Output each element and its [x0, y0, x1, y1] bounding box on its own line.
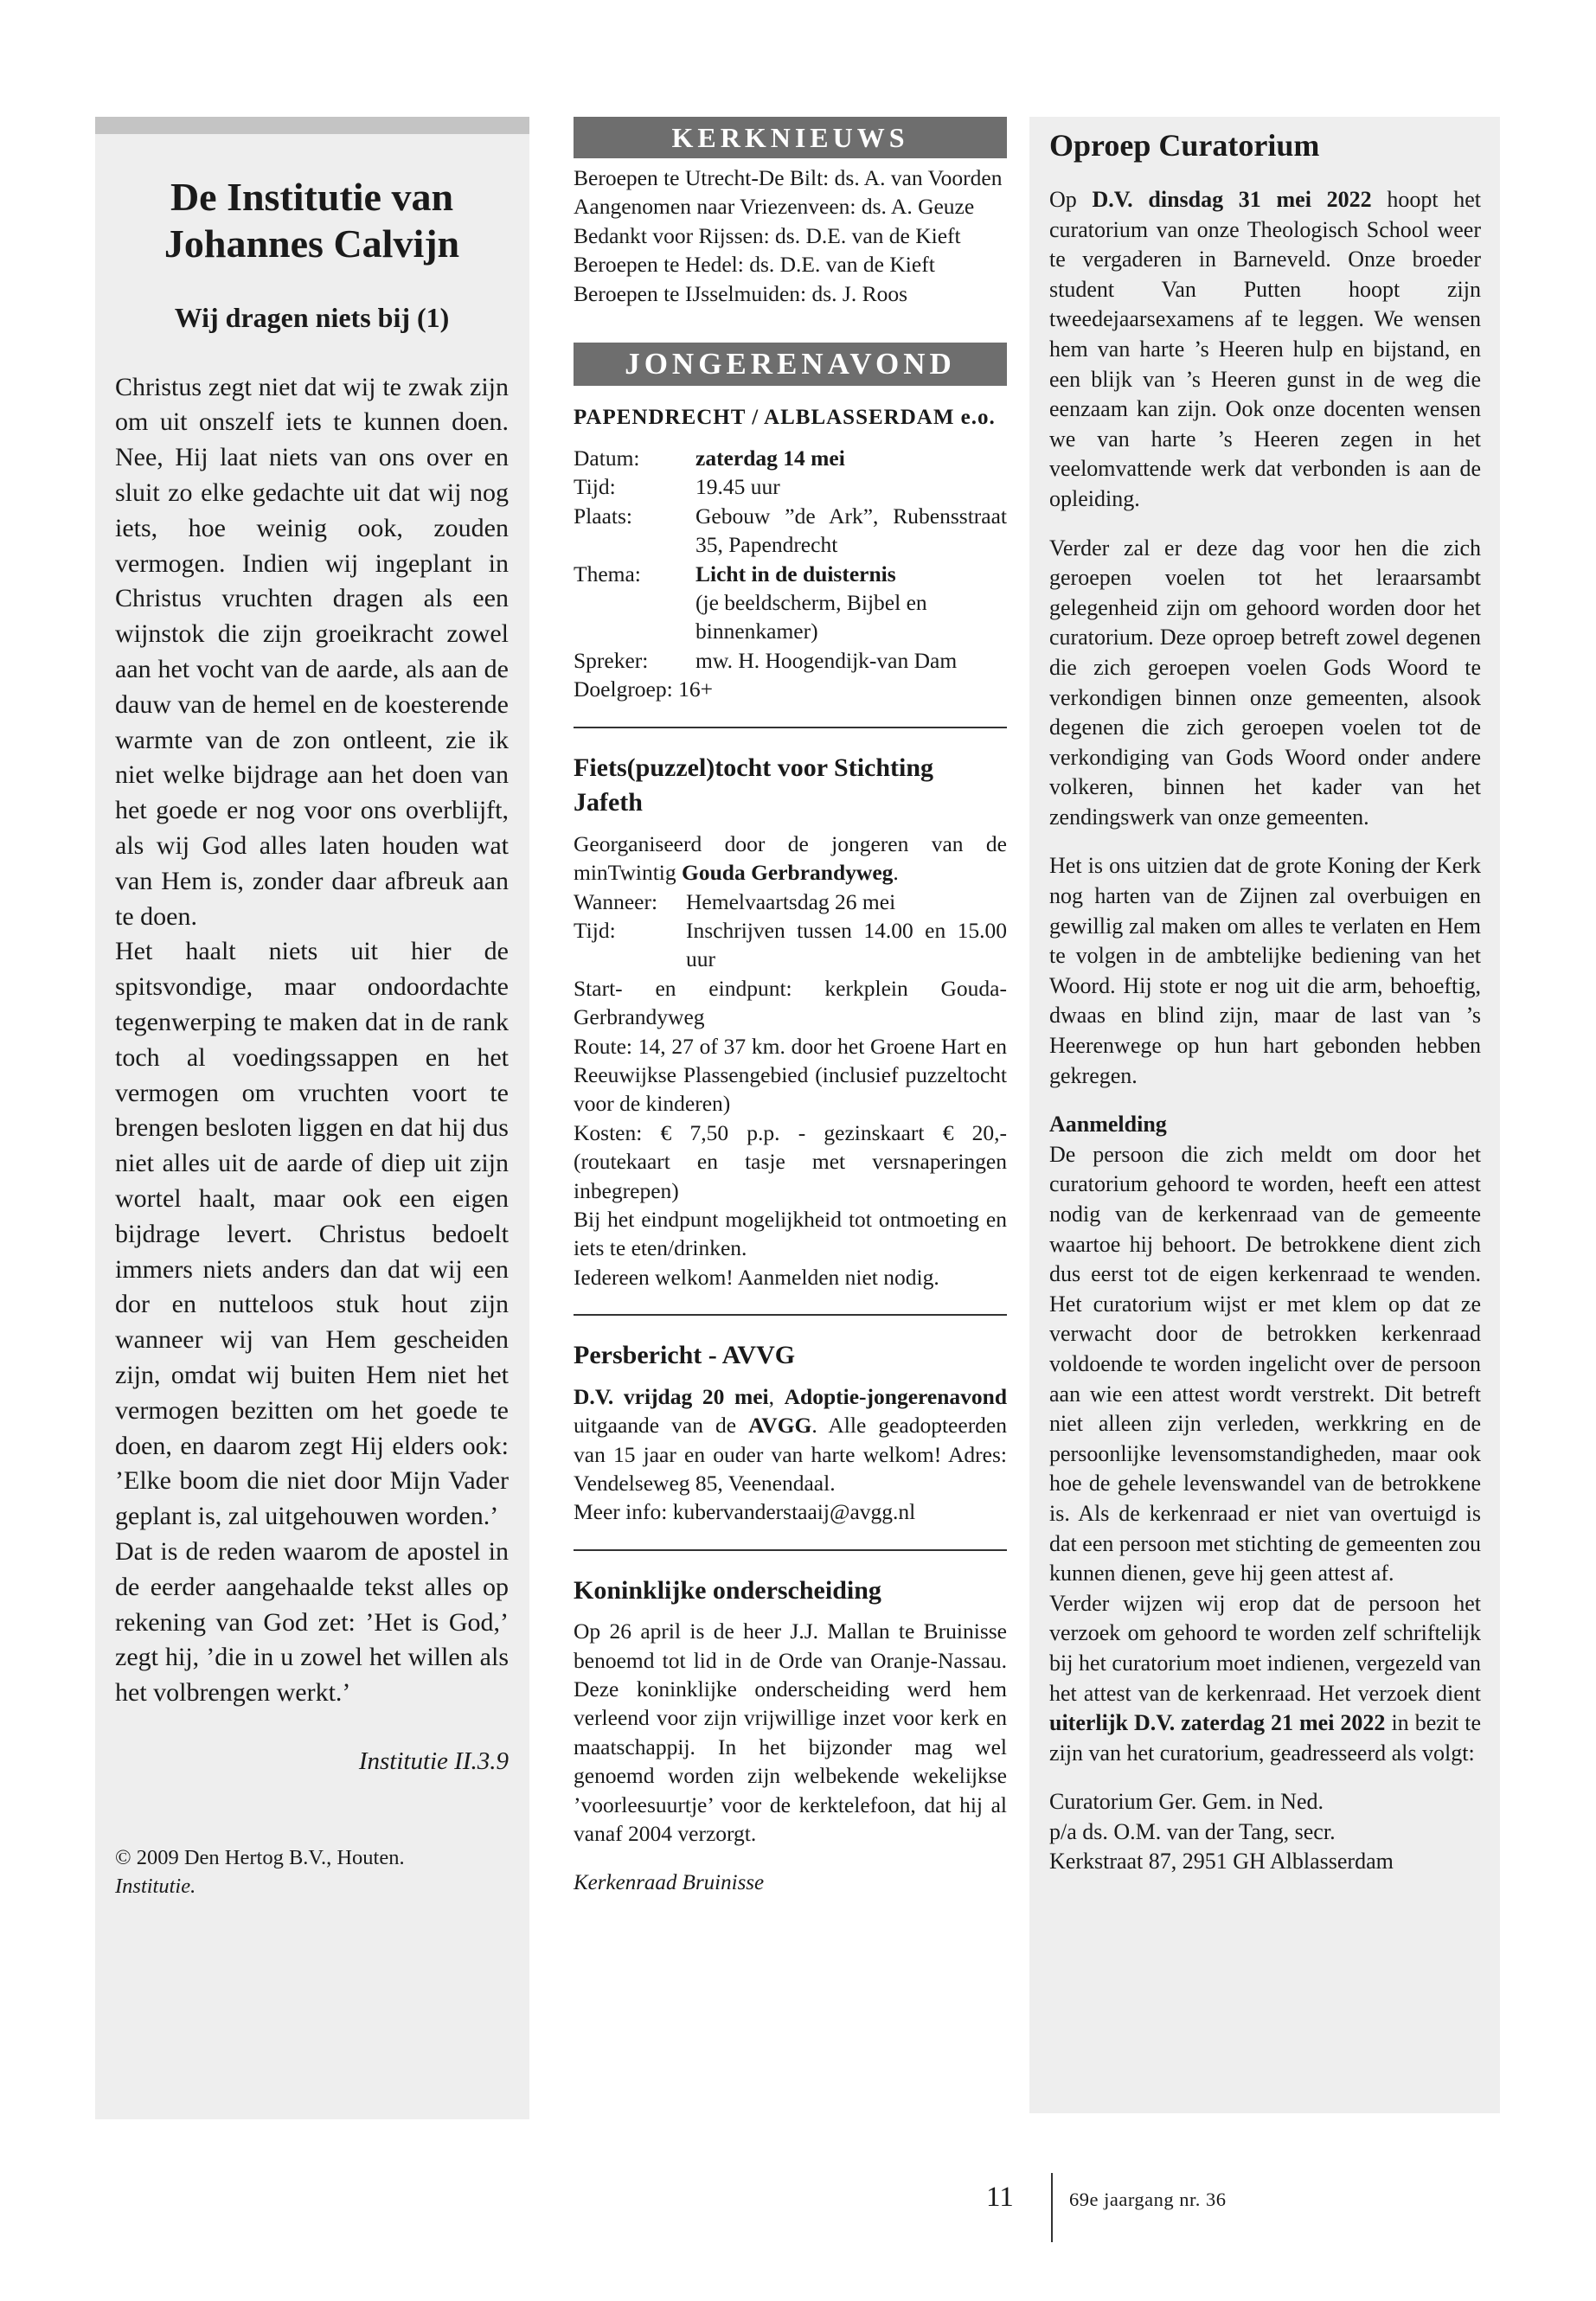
detail-row [574, 888, 1007, 916]
address-line: Kerkstraat 87, 2951 GH Alblasserdam [1049, 1849, 1394, 1875]
koninklijk-text: Op 26 april is de heer J.J. Mallan te Bruinisse benoemd tot lid in de Orde van Oranje-Nassau. Deze koninklijke onderscheiding werd hem verleend voor zijn vrijwillige inzet voor kerk en maatschappij. In het bijzonder mag wel genoemd worden zijn welbekende wekelijkse ’voorleesuurtje’ voor de kerktelefoon, dat hij al vanaf 2004 verzorgt. [574, 1618, 1007, 1847]
fiets-eindpunt: Bij het eindpunt mogelijkheid tot ontmoeting en iets te eten/drinken. [574, 1206, 1007, 1261]
detail-label: Datum: [574, 445, 640, 471]
fiets-title: Fiets(puzzel)tocht voor Stichting Jafeth [574, 753, 934, 817]
body-paragraph: Dat is de reden waarom de apostel in de eerder aangehaalde tekst alles op rekening van God zet: ’Het is God,’ zegt hij, ’die in u zowel het willen als het volbrengen werkt.’ [115, 1536, 509, 1708]
detail-label: Spreker: [574, 647, 649, 673]
detail-label: Wanneer: [574, 888, 658, 914]
detail-value: zaterdag 14 mei [695, 445, 845, 471]
jongerenavond-banner: JONGERENAVOND [574, 343, 1007, 386]
news-column [574, 117, 1007, 1898]
copyright-line: © 2009 Den Hertog B.V., Houten. [115, 1845, 405, 1869]
section-divider [574, 727, 1007, 728]
curatorium-article [1029, 117, 1500, 2113]
issue-info: 69e jaargang nr. 36 [1069, 2189, 1227, 2210]
article-institutie [95, 117, 529, 2119]
news-item: Aangenomen naar Vriezenveen: ds. A. Geuze [574, 194, 975, 220]
detail-value: Hemelvaartsdag 26 mei [686, 888, 896, 914]
address-block [1049, 1787, 1481, 1877]
body-paragraph: Het haalt niets uit hier de spitsvondige, maar ondoordachte tegenwerping te maken dat in de rank toch al voedingssappen en het vermogen om vruchten voort te brengen besloten liggen en dat hij dus niet alles uit de aarde of diep uit zijn wortel haalt, maar ook een eigen bijdrage levert. Christus bedoelt immers niets anders dan dat wij een dor en nutteloos stuk hout zijn wanneer wij van Hem gescheiden zijn, omdat wij buiten Hem niet het vermogen bezitten om het goede te doen, en daarom zegt Hij elders ook: ’Elke boom die niet door Mijn Vader geplant is, zal uitgehouwen worden.’ [115, 937, 509, 1531]
detail-row [574, 502, 1007, 560]
detail-label: Tijd: [574, 917, 616, 943]
body-paragraph: De persoon die zich meldt om door het curatorium gehoord te worden, heeft een attest nodig van de kerkenraad van de gemeente waartoe hij behoort. De betrokkene dient zich dus eerst tot de eigen kerkenraad te wenden. Het curatorium wijst er met klem op dat ze verwacht door de betrokken kerkenraad voldoende te worden ingelicht over de persoon aan wie een attest wordt verstrekt. Dit betreft niet alleen zijn verleden, werkkring en de persoonlijke levensomstandigheden, maar ook hoe de gehele levenswandel van de betrokkene is. Als de kerkenraad er niet van overtuigd is dat een persoon met stichting de gemeenten zou kunnen dienen, geve hij geen attest af. [1049, 1141, 1481, 1586]
fiets-welkom: Iedereen welkom! Aanmelden niet nodig. [574, 1264, 939, 1290]
detail-value: 19.45 uur [695, 474, 780, 500]
section-divider [574, 1549, 1007, 1551]
body-paragraph: Op D.V. dinsdag 31 mei 2022 hoopt het curatorium van onze Theologisch School weer te vergaderen in Barneveld. Onze broeder student Van Putten hoopt zijn tweedejaarsexamens af te leggen. We wensen hem van harte ’s Heeren hulp en bijstand, en een blijk van ’s Heeren gunst in de weg die eenzaam kan zijn. Ook onze docenten wensen we van harte ’s Heeren zegen in het veelomvattende werk dat verbonden is aan de opleiding. [1049, 187, 1481, 511]
footer-divider [1051, 2173, 1053, 2242]
koninklijk-title: Koninklijke onderscheiding [574, 1575, 881, 1605]
detail-value: Gebouw ”de Ark”, Rubensstraat 35, Papendrecht [695, 503, 1007, 558]
curatorium-body [1049, 185, 1481, 1877]
body-paragraph: Verder zal er deze dag voor hen die zich geroepen voelen tot het leraarsambt gelegenheid zijn om gehoord worden door het curatorium. Deze oproep betreft zowel degenen die zich geroepen voelen Gods Woord te verkondigen binnen onze gemeenten, alsook degenen die zich geroepen voelen tot de verkondiging van Gods Woord onder andere volkeren, binnen het kader van het zendingswerk van onze gemeenten. [1049, 535, 1481, 830]
detail-label: Tijd: [574, 474, 616, 500]
article-body [115, 370, 509, 1711]
target-group: Doelgroep: 16+ [574, 676, 713, 702]
news-item: Beroepen te Hedel: ds. D.E. van de Kieft [574, 252, 935, 278]
body-paragraph: Verder wijzen wij erop dat de persoon het verzoek om gehoord te worden zelf schriftelijk bij het curatorium moet indienen, vergezeld van het attest van de kerkenraad. Het verzoek dient uiterlijk D.V. zaterdag 21 mei 2022 in bezit te zijn van het curatorium, geadresseerd als volgt: [1049, 1590, 1481, 1766]
copyright-note [115, 1843, 509, 1900]
copyright-work: Institutie. [115, 1874, 196, 1898]
jongerenavond-details [574, 444, 1007, 704]
detail-label: Plaats: [574, 503, 632, 529]
persbericht-title: Persbericht - AVVG [574, 1341, 796, 1370]
koninklijk-section [574, 1574, 1007, 1898]
article-title: De Institutie van Johannes Calvijn [163, 175, 460, 266]
news-item: Bedankt voor Rijssen: ds. D.E. van de Kieft [574, 222, 961, 248]
curatorium-title: Oproep Curatorium [1049, 128, 1320, 163]
section-divider [574, 1314, 1007, 1316]
address-line: Curatorium Ger. Gem. in Ned. [1049, 1789, 1324, 1815]
detail-row [574, 560, 1007, 646]
detail-row [574, 646, 1007, 675]
detail-row [574, 444, 1007, 472]
fiets-section [574, 751, 1007, 1292]
news-item: Beroepen te Utrecht-De Bilt: ds. A. van Voorden [574, 165, 1003, 190]
detail-value: Inschrijven tussen 14.00 en 15.00 uur [686, 917, 1007, 972]
page-number: 11 [986, 2182, 1014, 2213]
persbericht-info: Meer info: kubervanderstaaij@avgg.nl [574, 1499, 916, 1525]
jongerenavond-heading: PAPENDRECHT / ALBLASSERDAM e.o. [574, 406, 996, 430]
body-paragraph: Christus zegt niet dat wij te zwak zijn om uit onszelf iets te kunnen doen. Nee, Hij laat niets van ons over en sluit zo elke gedachte uit dat wij nog iets, hoe weinig ook, zouden vermogen. Indien wij ingeplant in Christus vruchten dragen als een wijnstok die zijn groeikracht zowel aan het vocht van de aarde, als aan de dauw van de hemel en de koesterende warmte van de zon ontleent, zie ik niet welke bijdrage aan het doen van het goede er nog voor ons overblijft, als wij God alles laten houden wat van Hem is, zonder daar afbreuk aan te doen. [115, 372, 509, 931]
theme-title: Licht in de duisternis [695, 561, 896, 586]
fiets-route: Route: 14, 27 of 37 km. door het Groene Hart en Reeuwijkse Plassengebied (inclusief puzzeltocht voor de kinderen) [574, 1033, 1007, 1117]
address-line: p/a ds. O.M. van der Tang, secr. [1049, 1818, 1336, 1844]
source-reference: Institutie II.3.9 [358, 1747, 509, 1775]
koninklijk-signature: Kerkenraad Bruinisse [574, 1871, 765, 1895]
news-item: Beroepen te IJsselmuiden: ds. J. Roos [574, 280, 907, 306]
detail-row [574, 472, 1007, 501]
fiets-kosten: Kosten: € 7,50 p.p. - gezinskaart € 20,- (routekaart en tasje met versnaperingen inbegrepen) [574, 1119, 1007, 1203]
fiets-start: Start- en eindpunt: kerkplein Gouda-Gerbrandyweg [574, 975, 1007, 1030]
body-paragraph: Het is ons uitzien dat de grote Koning der Kerk nog harten van de Zijnen zal overbuigen en gewillig zal maken om alles te verlaten en Hem te volgen in de ambtelijke bediening van het Woord. Hij stote er nog uit die arm, behoeftig, dwaas en blind zijn, maar de last van ’s Heerenwege op hun hart gebonden hebben gekregen. [1049, 853, 1481, 1088]
detail-label: Thema: [574, 561, 641, 586]
detail-value: mw. H. Hoogendijk-van Dam [695, 647, 958, 673]
detail-value [695, 560, 1007, 646]
detail-row [574, 916, 1007, 974]
article-subtitle: Wij dragen niets bij (1) [174, 301, 450, 333]
fiets-intro: Georganiseerd door de jongeren van de minTwintig Gouda Gerbrandyweg. [574, 830, 1007, 886]
persbericht-text: D.V. vrijdag 20 mei, Adoptie-jongerenavond uitgaande van de AVGG. Alle geadopteerden van 15 jaar en ouder van harte welkom! Adres: Vendelseweg 85, Veenendaal. [574, 1383, 1008, 1496]
aanmelding-heading: Aanmelding [1049, 1112, 1167, 1138]
persbericht-section [574, 1338, 1007, 1527]
kerknieuws-list [574, 163, 1007, 308]
theme-note: (je beeldscherm, Bijbel en binnenkamer) [695, 590, 927, 644]
kerknieuws-banner: KERKNIEUWS [574, 117, 1007, 158]
